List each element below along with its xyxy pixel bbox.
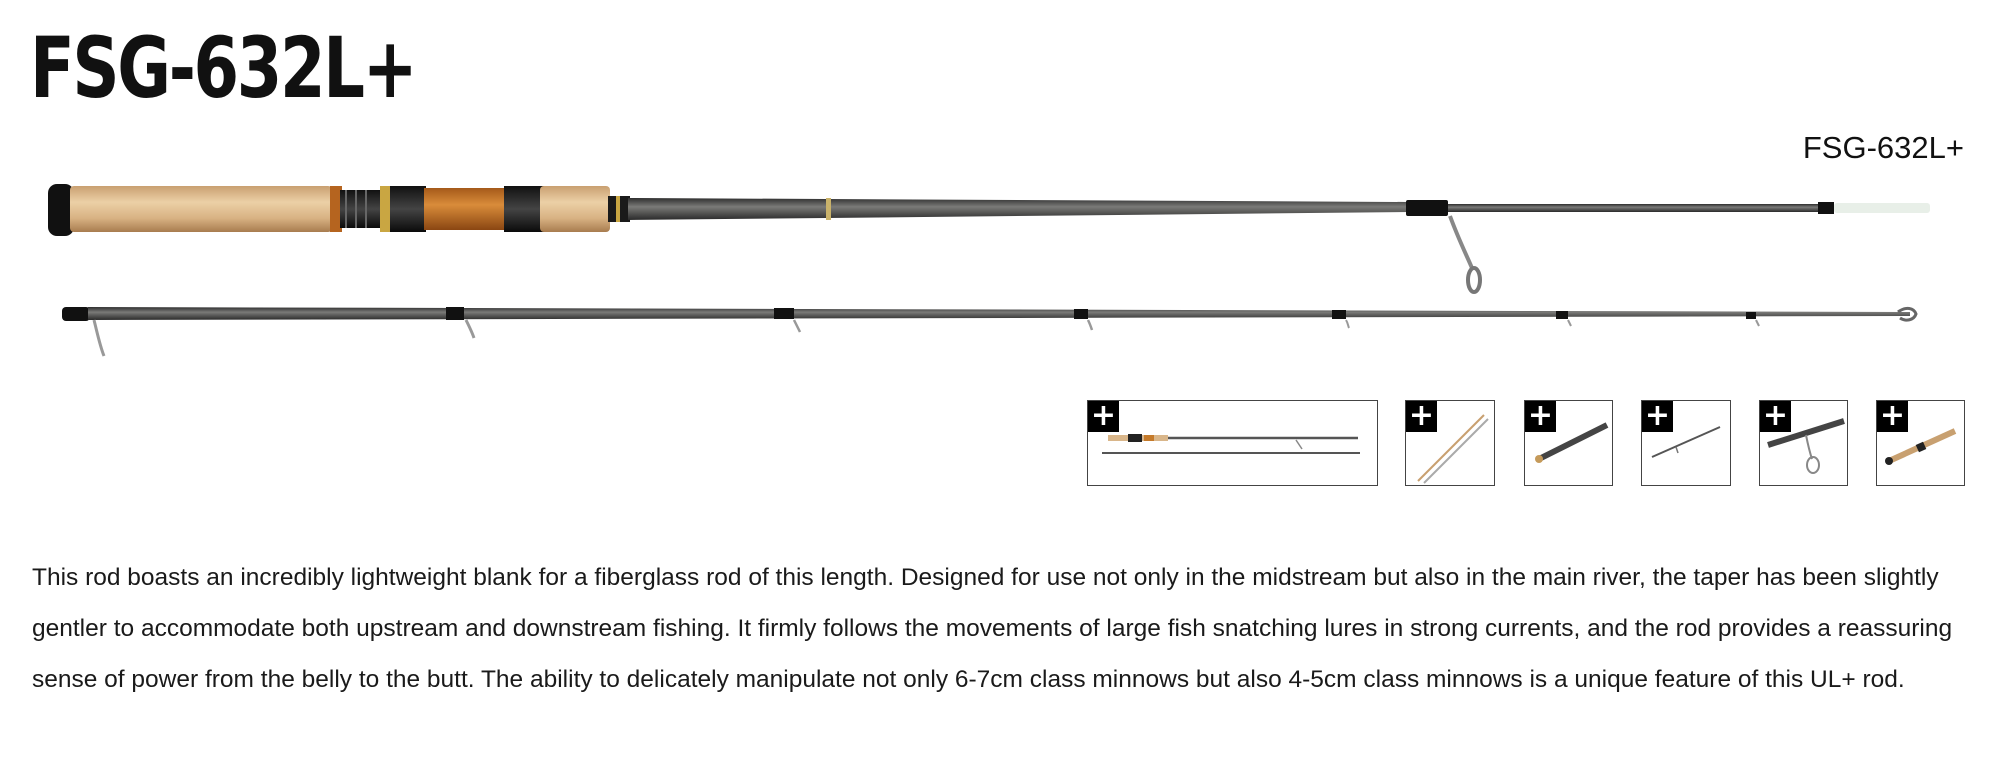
plus-icon: + xyxy=(1088,401,1119,432)
blank-tip xyxy=(1834,203,1930,213)
thumbnail-grip-detail[interactable] xyxy=(1524,400,1613,486)
tip-guide-4 xyxy=(1088,320,1092,330)
tip-blank xyxy=(88,307,1910,320)
page-title: FSG-632L+ xyxy=(30,19,416,117)
stripping-guide xyxy=(1450,216,1472,268)
plus-icon: + xyxy=(1525,401,1556,432)
rod-illustration xyxy=(0,170,2000,370)
tip-section xyxy=(62,307,1916,356)
thumbnail-strip xyxy=(0,400,2000,490)
model-label: FSG-632L+ xyxy=(1802,130,1964,165)
wood-insert xyxy=(424,188,508,230)
tip-guide-5 xyxy=(1346,320,1349,328)
thumbnail-full-rod[interactable] xyxy=(1087,400,1378,486)
tip-guide-7 xyxy=(1756,320,1759,326)
plus-icon: + xyxy=(1760,401,1791,432)
tip-guide-6 xyxy=(1568,320,1571,326)
product-description: This rod boasts an incredibly lightweight blank for a fiberglass rod of this length. Designed for use not only in the midstream but also in the main river, the taper has been slightly gentler to accommodate both upstream and downstream fishing. It firmly follows the movements of large fish snatching lures in strong currents, and the rod provides a reassuring sense of power from the belly to the butt. The ability to delicately manipulate not only 6-7cm class minnows but also 4-5cm class minnows is a unique feature of this UL+ rod. xyxy=(32,564,1953,693)
tip-guide-2 xyxy=(466,320,474,338)
thumbnail-guide-detail[interactable] xyxy=(1759,400,1848,486)
fore-cork-grip xyxy=(540,186,610,232)
ferrule xyxy=(1406,200,1448,216)
tip-guide-1 xyxy=(94,320,104,356)
plus-icon: + xyxy=(1642,401,1673,432)
tip-guide-3 xyxy=(794,320,800,332)
plus-icon: + xyxy=(1877,401,1908,432)
butt-blank xyxy=(628,198,1410,220)
thumbnail-handle-detail[interactable] xyxy=(1876,400,1965,486)
thumbnail-rod-diagonal[interactable] xyxy=(1405,400,1495,486)
rear-cork-grip xyxy=(70,186,332,232)
butt-section xyxy=(48,184,1930,292)
plus-icon: + xyxy=(1406,401,1437,432)
thumbnail-tip-detail[interactable] xyxy=(1641,400,1731,486)
